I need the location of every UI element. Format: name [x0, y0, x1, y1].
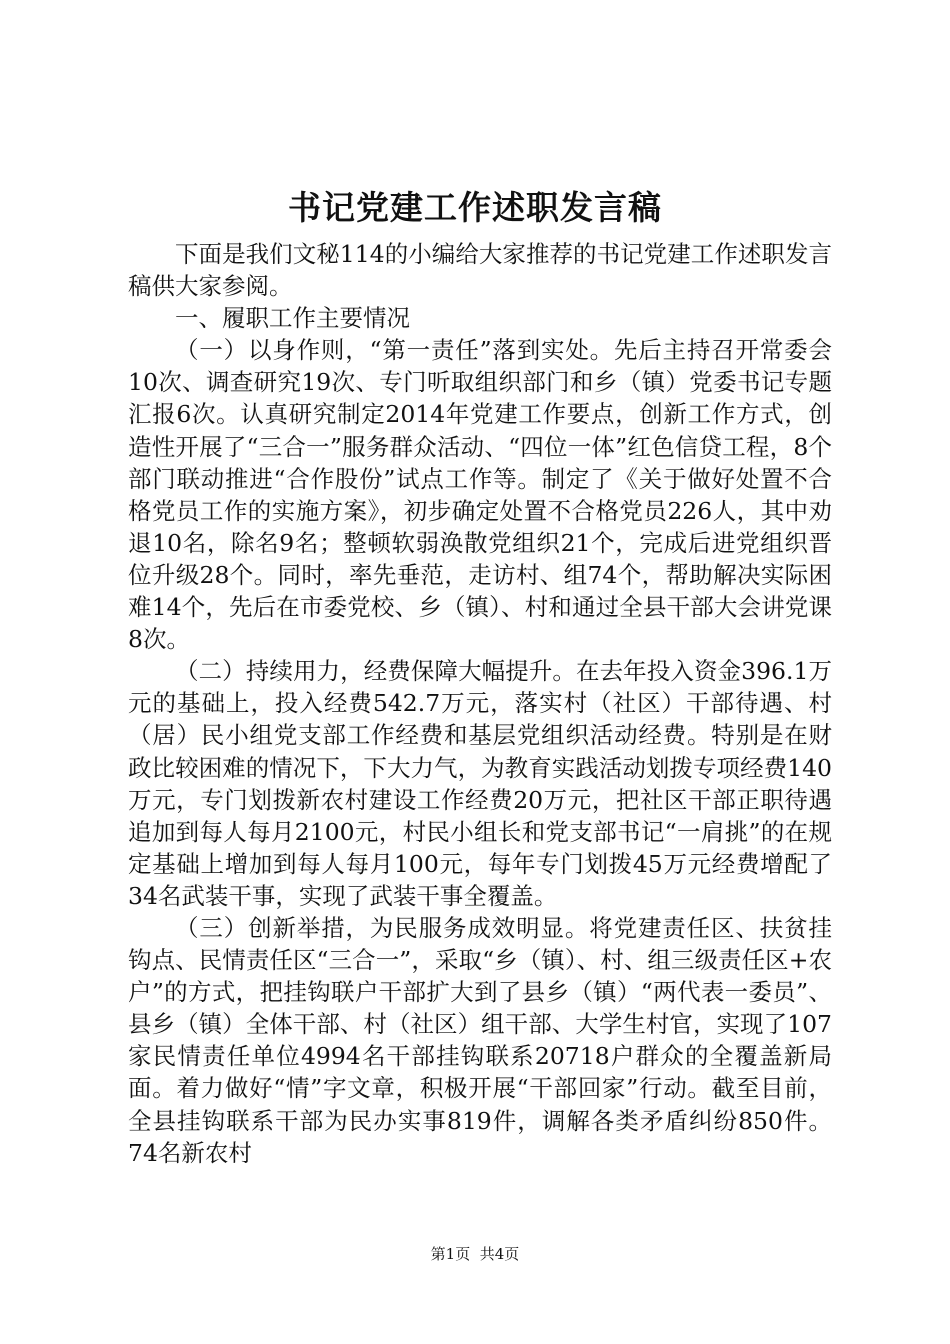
page-total: 共4页 — [479, 1245, 520, 1263]
document-body — [128, 238, 832, 1169]
page-number: 第1页 — [430, 1245, 471, 1263]
intro-paragraph: 下面是我们文秘114的小编给大家推荐的书记党建工作述职发言稿供大家参阅。 — [128, 240, 832, 301]
section-heading: 一、履职工作主要情况 — [175, 304, 410, 333]
body-paragraph: （三）创新举措，为民服务成效明显。将党建责任区、扶贫挂钩点、民情责任区“三合一”，采取“乡（镇）、村、组三级责任区+农户”的方式，把挂钩联户干部扩大到了县乡（镇）“两代表一委员”、县乡（镇）全体干部、村（社区）组干部、大学生村官，实现了107家民情责任单位4994名干部挂钩联系20718户群众的全覆盖新局面。着力做好“情”字文章，积极开展“干部回家”行动。截至目前，全县挂钩联系干部为民办实事819件，调解各类矛盾纠纷850件。74名新农村 — [128, 913, 832, 1167]
page-footer — [0, 1244, 950, 1264]
document-title: 书记党建工作述职发言稿 — [288, 188, 662, 227]
body-paragraph: （一）以身作则，“第一责任”落到实处。先后主持召开常委会10次、调查研究19次、专门听取组织部门和乡（镇）党委书记专题汇报6次。认真研究制定2014年党建工作要点，创新工作方式，创造性开展了“三合一”服务群众活动、“四位一体”红色信贷工程，8个部门联动推进“合作股份”试点工作等。制定了《关于做好处置不合格党员工作的实施方案》，初步确定处置不合格党员226人，其中劝退10名，除名9名；整顿软弱涣散党组织21个，完成后进党组织晋位升级28个。同时，率先垂范，走访村、组74个，帮助解决实际困难14个，先后在市委党校、乡（镇）、村和通过全县干部大会讲党课8次。 — [128, 336, 832, 654]
body-paragraph: （二）持续用力，经费保障大幅提升。在去年投入资金396.1万元的基础上，投入经费542.7万元，落实村（社区）干部待遇、村（居）民小组党支部工作经费和基层党组织活动经费。特别是在财政比较困难的情况下，下大力气，为教育实践活动划拨专项经费140万元，专门划拨新农村建设工作经费20万元，把社区干部正职待遇追加到每人每月2100元，村民小组长和党支部书记“一肩挑”的在规定基础上增加到每人每月100元，每年专门划拨45万元经费增配了34名武装干事，实现了武装干事全覆盖。 — [128, 657, 832, 910]
